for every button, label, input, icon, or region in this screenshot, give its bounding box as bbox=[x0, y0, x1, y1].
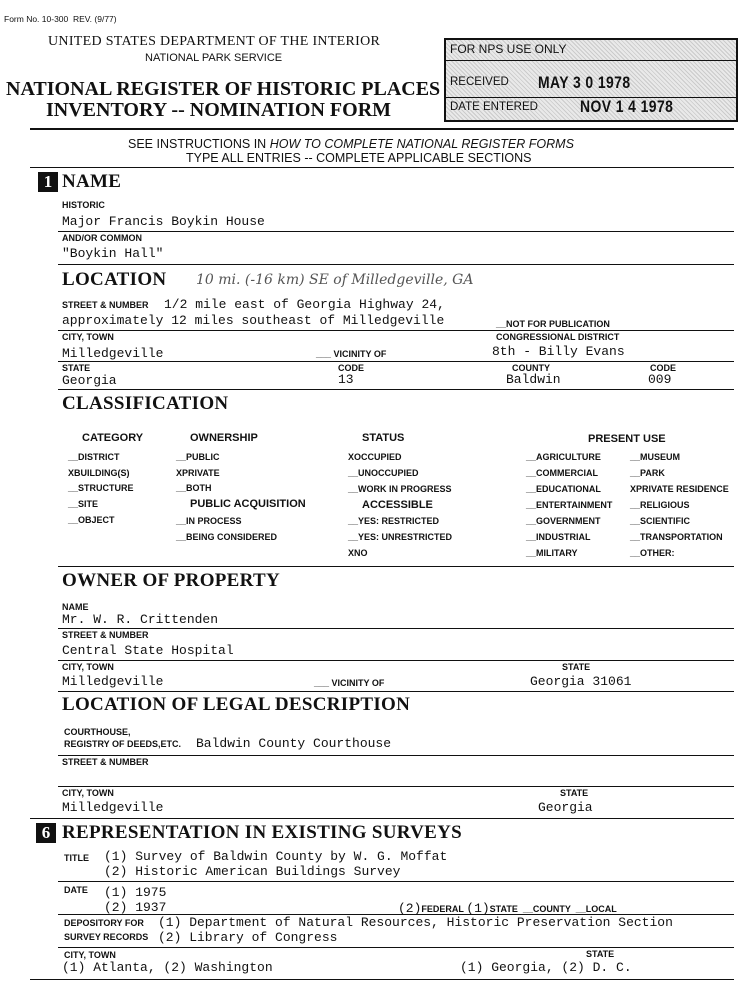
survey-date-1: (1) 1975 bbox=[104, 885, 167, 900]
nps-header: FOR NPS USE ONLY bbox=[450, 42, 567, 56]
nps-use-box bbox=[444, 38, 738, 122]
ownership-public: __PUBLIC bbox=[176, 452, 220, 462]
courthouse-label-1: COURTHOUSE, bbox=[64, 727, 131, 737]
received-label: RECEIVED bbox=[450, 76, 509, 88]
use-entertainment: __ENTERTAINMENT bbox=[526, 500, 613, 510]
owner-street-label: STREET & NUMBER bbox=[62, 630, 149, 640]
depository-2: (2) Library of Congress bbox=[158, 930, 338, 945]
use-other: __OTHER: bbox=[630, 548, 675, 558]
status-header: STATUS bbox=[362, 432, 405, 444]
instructions-line2: TYPE ALL ENTRIES -- COMPLETE APPLICABLE SECTIONS bbox=[186, 151, 532, 165]
use-educational: __EDUCATIONAL bbox=[526, 484, 601, 494]
survey-date-2: (2) 1937 bbox=[104, 900, 167, 915]
section-number-6: 6 bbox=[36, 823, 56, 843]
city-label: CITY, TOWN bbox=[62, 332, 114, 342]
owner-city-value: Milledgeville bbox=[62, 674, 164, 689]
use-industrial: __INDUSTRIAL bbox=[526, 532, 591, 542]
state-code-value: 13 bbox=[338, 372, 354, 387]
survey-date-label: DATE bbox=[64, 885, 88, 895]
legal-city-label: CITY, TOWN bbox=[62, 788, 114, 798]
present-use-header: PRESENT USE bbox=[588, 433, 666, 445]
legal-state-value: Georgia bbox=[538, 800, 593, 815]
location-heading: LOCATION bbox=[62, 269, 167, 290]
congressional-label: CONGRESSIONAL DISTRICT bbox=[496, 332, 620, 342]
use-government: __GOVERNMENT bbox=[526, 516, 601, 526]
common-value: "Boykin Hall" bbox=[62, 246, 164, 261]
form-number bbox=[4, 14, 117, 24]
owner-city-label: CITY, TOWN bbox=[62, 662, 114, 672]
accessible-header: ACCESSIBLE bbox=[362, 499, 433, 511]
owner-vicinity-label: ___ VICINITY OF bbox=[314, 678, 385, 688]
surveys-heading: REPRESENTATION IN EXISTING SURVEYS bbox=[62, 822, 463, 843]
courthouse-value: Baldwin County Courthouse bbox=[196, 736, 392, 751]
not-for-publication: __NOT FOR PUBLICATION bbox=[496, 319, 610, 329]
county-label: COUNTY bbox=[512, 363, 550, 373]
category-district: __DISTRICT bbox=[68, 452, 120, 462]
street-label: STREET & NUMBER bbox=[62, 300, 149, 310]
city-value: Milledgeville bbox=[62, 346, 164, 361]
date-entered-stamp: NOV 1 4 1978 bbox=[580, 97, 674, 116]
survey-level-options: (2)FEDERAL (1)STATE __COUNTY __LOCAL bbox=[398, 901, 617, 916]
owner-heading: OWNER OF PROPERTY bbox=[62, 570, 281, 591]
state-code-label: CODE bbox=[338, 363, 365, 373]
owner-state-label: STATE bbox=[562, 662, 591, 672]
county-code-value: 009 bbox=[648, 372, 672, 387]
county-code-label: CODE bbox=[650, 363, 677, 373]
category-object: __OBJECT bbox=[68, 515, 115, 525]
location-handwritten-note: 10 mi. (-16 km) SE of Milledgeville, GA bbox=[196, 272, 474, 288]
depository-label-1: DEPOSITORY FOR bbox=[64, 918, 144, 928]
owner-street-value: Central State Hospital bbox=[62, 643, 234, 658]
service-name: NATIONAL PARK SERVICE bbox=[145, 52, 283, 64]
owner-state-value: Georgia 31061 bbox=[530, 674, 632, 689]
common-label: AND/OR COMMON bbox=[62, 233, 142, 243]
legal-street-label: STREET & NUMBER bbox=[62, 757, 149, 767]
use-agriculture: __AGRICULTURE bbox=[526, 452, 601, 462]
acquisition-header: PUBLIC ACQUISITION bbox=[190, 498, 306, 510]
date-entered-label: DATE ENTERED bbox=[450, 101, 538, 113]
received-stamp: MAY 3 0 1978 bbox=[538, 73, 631, 92]
vicinity-label: ___ VICINITY OF bbox=[316, 349, 387, 359]
ownership-header: OWNERSHIP bbox=[190, 432, 258, 444]
depository-1: (1) Department of Natural Resources, Historic Preservation Section bbox=[158, 915, 673, 930]
status-occupied: XOCCUPIED bbox=[348, 452, 402, 462]
depository-label-2: SURVEY RECORDS bbox=[64, 932, 149, 942]
survey-title-label: TITLE bbox=[64, 853, 89, 863]
courthouse-label-2: REGISTRY OF DEEDS,ETC. bbox=[64, 739, 182, 749]
status-work-in-progress: __WORK IN PROGRESS bbox=[348, 484, 452, 494]
survey-title-1: (1) Survey of Baldwin County by W. G. Moffat bbox=[104, 849, 448, 864]
survey-city-value: (1) Atlanta, (2) Washington bbox=[62, 960, 273, 975]
owner-name-label: NAME bbox=[62, 602, 89, 612]
use-museum: __MUSEUM bbox=[630, 452, 681, 462]
ownership-both: __BOTH bbox=[176, 483, 212, 493]
survey-title-2: (2) Historic American Buildings Survey bbox=[104, 864, 401, 879]
status-unoccupied: __UNOCCUPIED bbox=[348, 468, 419, 478]
name-heading: NAME bbox=[62, 171, 122, 192]
form-rev: REV. (9/77) bbox=[72, 14, 117, 24]
congressional-value: 8th - Billy Evans bbox=[492, 344, 625, 359]
survey-state-label: STATE bbox=[586, 949, 615, 959]
use-military: __MILITARY bbox=[526, 548, 578, 558]
form-title-line2: INVENTORY -- NOMINATION FORM bbox=[46, 99, 392, 121]
legal-heading: LOCATION OF LEGAL DESCRIPTION bbox=[62, 694, 411, 715]
category-site: __SITE bbox=[68, 499, 99, 509]
survey-city-label: CITY, TOWN bbox=[64, 950, 116, 960]
state-label: STATE bbox=[62, 363, 91, 373]
use-private-residence: XPRIVATE RESIDENCE bbox=[630, 484, 729, 494]
acquisition-being-considered: __BEING CONSIDERED bbox=[176, 532, 278, 542]
survey-state-value: (1) Georgia, (2) D. C. bbox=[460, 960, 632, 975]
instructions-line1: SEE INSTRUCTIONS IN HOW TO COMPLETE NATIONAL REGISTER FORMS bbox=[128, 137, 574, 151]
street-value-2: approximately 12 miles southeast of Milledgeville bbox=[62, 313, 445, 328]
historic-label: HISTORIC bbox=[62, 200, 105, 210]
use-park: __PARK bbox=[630, 468, 665, 478]
accessible-unrestricted: __YES: UNRESTRICTED bbox=[348, 532, 453, 542]
accessible-no: XNO bbox=[348, 548, 368, 558]
use-transportation: __TRANSPORTATION bbox=[630, 532, 723, 542]
form-title-line1: NATIONAL REGISTER OF HISTORIC PLACES bbox=[6, 78, 441, 100]
street-value-1: 1/2 mile east of Georgia Highway 24, bbox=[164, 297, 445, 312]
historic-value: Major Francis Boykin House bbox=[62, 214, 265, 229]
section-number-1: 1 bbox=[38, 172, 58, 192]
category-structure: __STRUCTURE bbox=[68, 483, 134, 493]
ownership-private: XPRIVATE bbox=[176, 468, 220, 478]
use-scientific: __SCIENTIFIC bbox=[630, 516, 691, 526]
accessible-restricted: __YES: RESTRICTED bbox=[348, 516, 440, 526]
use-commercial: __COMMERCIAL bbox=[526, 468, 599, 478]
form-number-text: Form No. 10-300 bbox=[4, 14, 69, 24]
classification-heading: CLASSIFICATION bbox=[62, 393, 229, 414]
county-value: Baldwin bbox=[506, 372, 561, 387]
legal-state-label: STATE bbox=[560, 788, 589, 798]
header-rule bbox=[30, 128, 734, 130]
department-name: UNITED STATES DEPARTMENT OF THE INTERIOR bbox=[48, 34, 381, 49]
use-religious: __RELIGIOUS bbox=[630, 500, 690, 510]
legal-city-value: Milledgeville bbox=[62, 800, 164, 815]
owner-name-value: Mr. W. R. Crittenden bbox=[62, 612, 219, 627]
acquisition-in-process: __IN PROCESS bbox=[176, 516, 242, 526]
state-value: Georgia bbox=[62, 373, 117, 388]
category-header: CATEGORY bbox=[82, 432, 144, 444]
category-buildings: XBUILDING(S) bbox=[68, 468, 130, 478]
